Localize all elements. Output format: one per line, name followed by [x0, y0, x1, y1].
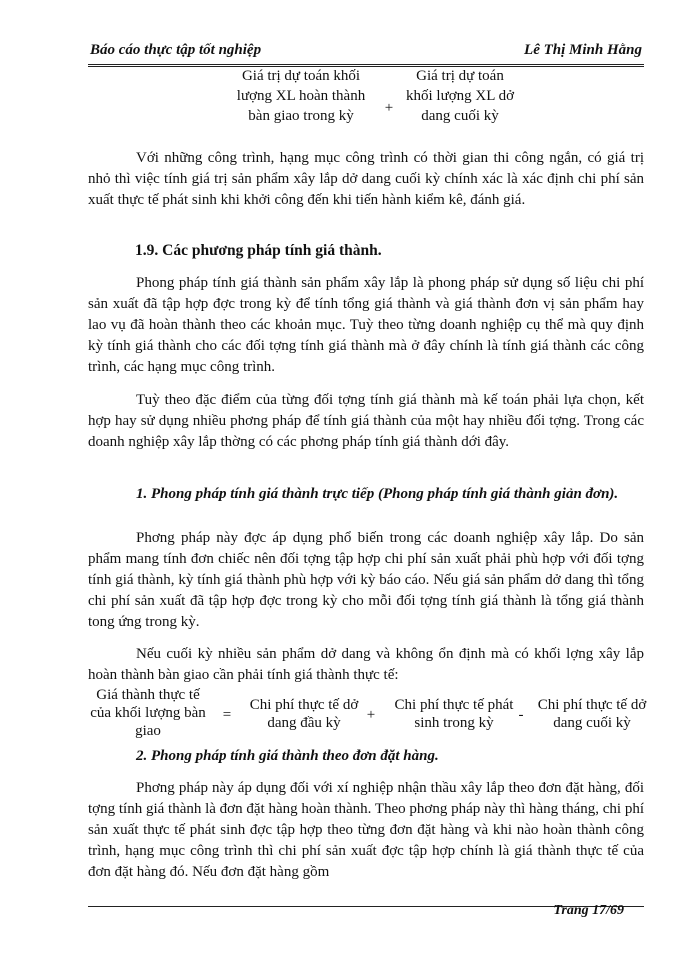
- formula-equals: =: [222, 707, 232, 723]
- method-heading-2: 2. Phong pháp tính giá thành theo đơn đặt hàng.: [136, 748, 439, 764]
- paragraph-1: Với những công trình, hạng mục công trình có thời gian thi công ngắn, có giá trị nhỏ thì việc tính giá trị sản phẩm xây lắp dở dang cuối kỳ chính xác là xác định chi phí sản xuất thực tế phát sinh khi khởi công đến khi tiến hành kiểm kê, đánh giá.: [88, 150, 644, 208]
- header-report-title: Báo cáo thực tập tốt nghiệp: [90, 42, 262, 58]
- header-author: Lê Thị Minh Hằng: [524, 42, 642, 58]
- section-heading-1-9: 1.9. Các phương pháp tính giá thành.: [135, 242, 382, 259]
- formula-term-2: Chi phí thực tế phát sinh trong kỳ: [394, 697, 514, 731]
- paragraph-2: Phong pháp tính giá thành sản phẩm xây lắp là phong pháp sử dụng số liệu chi phí sản xuất đã tập hợp đợc trong kỳ để tính tổng giá thành và giá thành đơn vị sản phẩm hay lao vụ đã hoàn thành theo các khoản mục. Tuỳ theo từng doanh nghiệp cụ thể mà quy định kỳ tính giá thành cho các đối tợng tính giá thành mà ở đây chính là tính giá thành các công trình, các hạng mục công trình.: [88, 275, 644, 375]
- method-heading-1: 1. Phong pháp tính giá thành trực tiếp (Phong pháp tính giá thành giản đơn).: [136, 486, 619, 502]
- formula-top-operator: +: [384, 100, 394, 116]
- formula-plus: +: [366, 707, 376, 723]
- formula-term-3: Chi phí thực tế dở dang cuối kỳ: [537, 697, 647, 731]
- paragraph-3: Tuỳ theo đặc điểm của từng đối tợng tính giá thành mà kế toán phải lựa chọn, kết hợp hay sử dụng nhiều phơng pháp để tính giá thành của một hay nhiều đối tợng. Trong các doanh nghiệp xây lắp thờng có các phơng pháp tính giá thành dới đây.: [88, 392, 644, 450]
- formula-lhs: Giá thành thực tế của khối lượng bàn giao: [90, 687, 206, 739]
- formula-top: [225, 66, 525, 146]
- formula-term-1: Chi phí thực tế dở dang đầu kỳ: [249, 697, 359, 731]
- paragraph-5: Nếu cuối kỳ nhiều sản phẩm dở dang và không ổn định mà có khối lợng xây lắp hoàn thành bàn giao cần phải tính giá thành thực tế:: [88, 646, 644, 683]
- page-header: [88, 40, 644, 67]
- formula-minus: -: [518, 707, 524, 723]
- page-footer: [88, 903, 644, 927]
- formula-top-term-2: Giá trị dự toán khối lượng XL dở dang cuối kỳ: [405, 68, 515, 124]
- formula-top-term-1: Giá trị dự toán khối lượng XL hoàn thành bàn giao trong kỳ: [236, 68, 366, 124]
- page-number: Trang 17/69: [553, 903, 624, 918]
- paragraph-4: Phơng pháp này đợc áp dụng phổ biến trong các doanh nghiệp xây lắp. Do sản phẩm mang tính đơn chiếc nên đối tợng tập hợp chi phí sản xuất phải phù hợp với đối tợng tính giá thành, kỳ tính giá thành phù hợp với kỳ báo cáo. Nếu giá sản phẩm dở dang thì tổng chi phí sản xuất đã tập hợp đợc trong kỳ cho mỗi đối tợng tính giá thành là tổng giá thành tong ứng trong kỳ.: [88, 530, 644, 630]
- formula-bottom: [88, 686, 648, 742]
- paragraph-6: Phơng pháp này áp dụng đối với xí nghiệp nhận thầu xây lắp theo đơn đặt hàng, đối tợng tính giá thành là đơn đặt hàng hoàn thành. Theo phơng pháp này thì hàng tháng, chi phí sản xuất thực tế phát sinh đợc tập hợp theo từng đơn đặt hàng và khi nào hoàn thành công trình, hạng mục công trình thì chi phí sản xuất đợc tập hợp chính là giá thành thực tế của đơn đặt hàng đó. Nếu đơn đặt hàng gồm: [88, 780, 644, 880]
